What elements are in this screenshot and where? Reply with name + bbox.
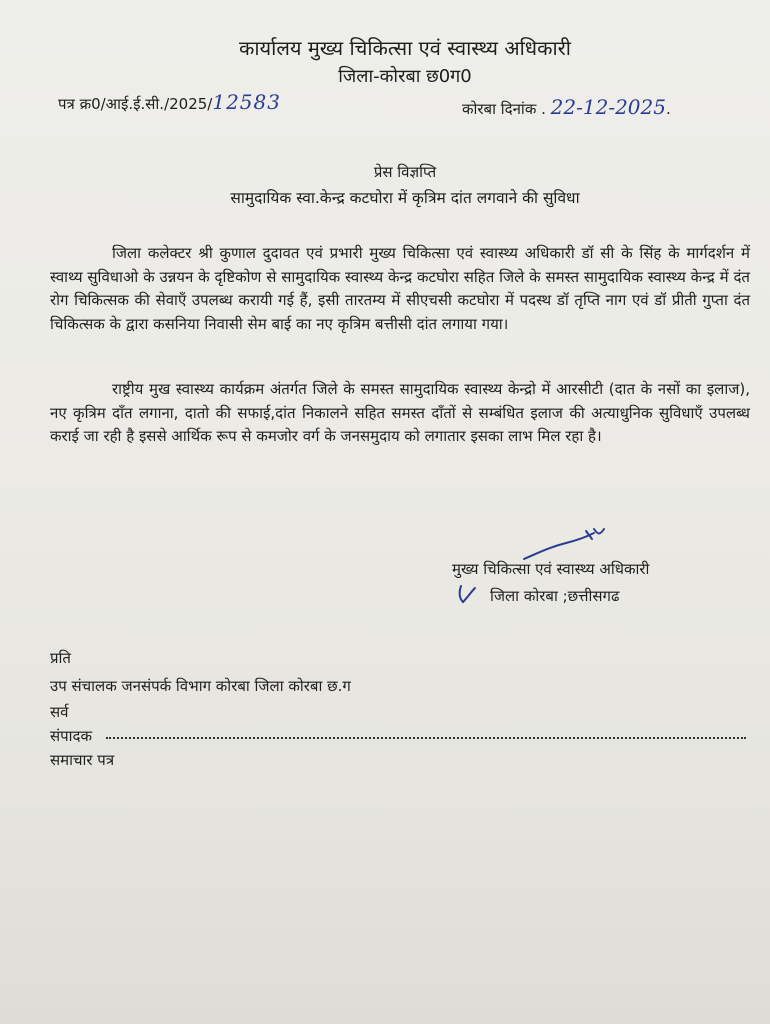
distribution-line-4: समाचार पत्र [50, 751, 115, 769]
distribution-line-3: संपादक [50, 727, 93, 745]
handwritten-date: 22-12-2025 [550, 95, 666, 119]
dotted-leader [106, 737, 746, 739]
district-heading: जिला-कोरबा छ0ग0 [338, 66, 472, 87]
date-suffix: . [665, 100, 671, 118]
signatory-location: जिला कोरबा ;छत्तीसगढ [490, 587, 620, 605]
distribution-line-2: सर्व [50, 703, 69, 721]
office-heading: कार्यालय मुख्य चिकित्सा एवं स्वास्थ्य अधिकारी [239, 36, 571, 60]
signature-block [452, 556, 649, 610]
date-label: कोरबा दिनांक . [462, 100, 546, 118]
press-release-subject: सामुदायिक स्वा.केन्द्र कटघोरा में कृत्रिम दांत लगवाने की सुविधा [230, 189, 580, 207]
reference-number [58, 90, 281, 114]
press-release-heading: प्रेस विज्ञप्ति [373, 163, 437, 181]
distribution-line-1: उप संचालक जनसंपर्क विभाग कोरबा जिला कोरबा छ.ग [50, 677, 351, 695]
letter-date [462, 95, 671, 119]
reference-prefix: पत्र क्र0/आई.ई.सी./2025/ [58, 95, 213, 113]
signatory-designation: मुख्य चिकित्सा एवं स्वास्थ्य अधिकारी [452, 560, 650, 578]
distribution-prati: प्रति [50, 649, 71, 667]
body-paragraph-2: राष्ट्रीय मुख स्वास्थ्य कार्यक्रम अंतर्गत जिले के समस्त सामुदायिक स्वास्थ्य केन्द्रो में आरसीटी (दात के नसों का इलाज), नए कृत्रिम दाँत लगाना, दातो की सफाई,दांत निकालने सहित समस्त दाँतों से सम्बंधित इलाज की अत्याधुनिक सुविधाएँ उपलब्ध कराई जा रही है इससे आर्थिक रूप से कमजोर वर्ग के जनसमुदाय को लगातार इसका लाभ मिल रहा है। [50, 380, 750, 445]
handwritten-letter-number: 12583 [212, 90, 281, 114]
body-paragraph-1: जिला कलेक्टर श्री कुणाल दुदावत एवं प्रभारी मुख्य चिकित्सा एवं स्वास्थ्य अधिकारी डॉ सी के सिंह के मार्गदर्शन में स्वाथ्य सुविधाओ के उन्नयन के दृष्टिकोण से सामुदायिक स्वास्थ्य केन्द्र कटघोरा सहित जिले के समस्त सामुदायिक स्वास्थ्य केन्द्र में दंत रोग चिकित्सक की सेवाएँ उपलब्ध करायी गई हैं, इसी तारतम्य में सीएचसी कटघोरा में पदस्थ डॉ तृप्ति नाग एवं डॉ प्रीती गुप्ता दंत चिकित्सक के द्वारा कसनिया निवासी सेम बाई का नए कृत्रिम बत्तीसी दांत लगाया गया। [50, 244, 750, 333]
